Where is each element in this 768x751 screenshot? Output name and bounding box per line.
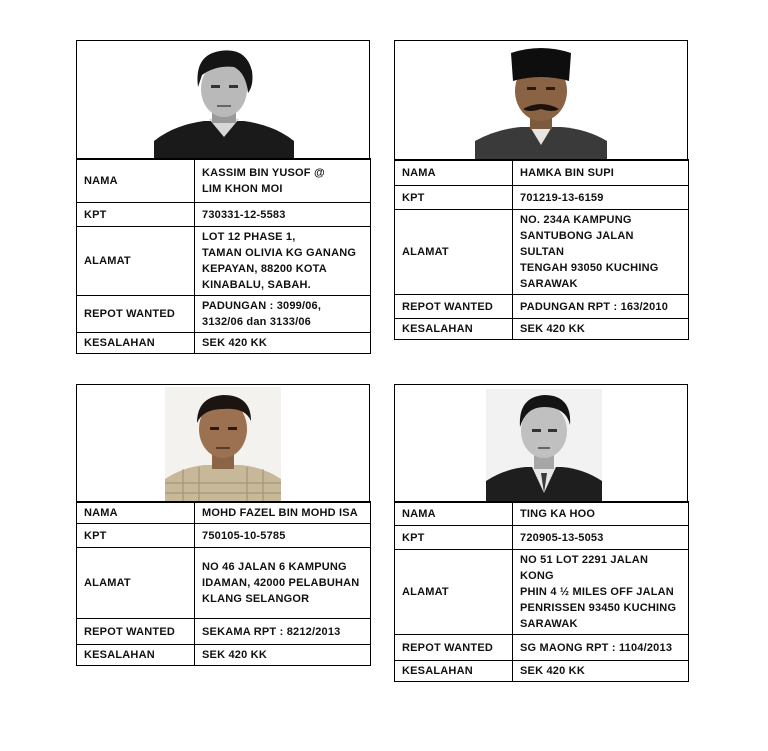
table-row [77,548,371,619]
table-row [77,645,371,666]
table-row [77,524,371,548]
field-label: REPOT WANTED [77,619,195,645]
field-value: SEKAMA RPT : 8212/2013 [195,619,371,645]
field-value: SEK 420 KK [513,319,689,340]
field-value: TING KA HOO [513,502,689,526]
table-row [395,186,689,210]
field-value: MOHD FAZEL BIN MOHD ISA [195,502,371,524]
field-value: SEK 420 KK [513,661,689,682]
field-value: SEK 420 KK [195,333,371,354]
record-2-photo-frame [394,40,688,161]
record-1-photo-frame [76,40,370,160]
field-value: 730331-12-5583 [195,203,371,227]
field-label: KPT [395,186,513,210]
field-value: 701219-13-6159 [513,186,689,210]
field-label: ALAMAT [77,548,195,619]
field-value: PADUNGAN RPT : 163/2010 [513,295,689,319]
field-label: ALAMAT [395,550,513,635]
field-label: KESALAHAN [395,319,513,340]
record-4-photo-frame [394,384,688,503]
field-label: REPOT WANTED [395,635,513,661]
table-row [395,661,689,682]
field-label: NAMA [395,502,513,526]
field-label: KPT [77,203,195,227]
record-2-table [394,159,689,340]
table-row [395,160,689,186]
field-label: REPOT WANTED [77,296,195,333]
record-3-portrait-image [165,387,281,502]
table-row [77,159,371,203]
table-row [395,319,689,340]
record-3-photo-frame [76,384,370,503]
table-row [395,550,689,635]
field-value: NO 51 LOT 2291 JALAN KONG PHIN 4 ½ MILES OFF JALAN PENRISSEN 93450 KUCHING SARAWAK [513,550,689,635]
field-value: NO. 234A KAMPUNG SANTUBONG JALAN SULTAN TENGAH 93050 KUCHING SARAWAK [513,210,689,295]
record-4-table [394,501,689,682]
field-value: SG MAONG RPT : 1104/2013 [513,635,689,661]
record-3-table [76,501,371,666]
record-1-table [76,158,371,354]
field-label: NAMA [77,159,195,203]
table-row [395,635,689,661]
field-label: KESALAHAN [77,333,195,354]
table-row [77,203,371,227]
table-row [395,502,689,526]
field-value: NO 46 JALAN 6 KAMPUNG IDAMAN, 42000 PELABUHAN KLANG SELANGOR [195,548,371,619]
field-label: NAMA [395,160,513,186]
field-label: KPT [395,526,513,550]
field-value: KASSIM BIN YUSOF @ LIM KHON MOI [195,159,371,203]
field-value: 750105-10-5785 [195,524,371,548]
table-row [395,210,689,295]
field-value: SEK 420 KK [195,645,371,666]
record-4-portrait-image [486,389,602,502]
field-value: 720905-13-5053 [513,526,689,550]
field-label: ALAMAT [395,210,513,295]
table-row [395,526,689,550]
table-row [77,227,371,296]
table-row [77,296,371,333]
field-label: ALAMAT [77,227,195,296]
field-label: NAMA [77,502,195,524]
table-row [395,295,689,319]
field-label: REPOT WANTED [395,295,513,319]
field-value: PADUNGAN : 3099/06, 3132/06 dan 3133/06 [195,296,371,333]
table-row [77,502,371,524]
record-1-portrait-image [154,41,294,159]
field-label: KPT [77,524,195,548]
table-row [77,619,371,645]
field-value: HAMKA BIN SUPI [513,160,689,186]
record-2-portrait-image [475,41,607,160]
table-row [77,333,371,354]
field-value: LOT 12 PHASE 1, TAMAN OLIVIA KG GANANG KEPAYAN, 88200 KOTA KINABALU, SABAH. [195,227,371,296]
field-label: KESALAHAN [77,645,195,666]
field-label: KESALAHAN [395,661,513,682]
